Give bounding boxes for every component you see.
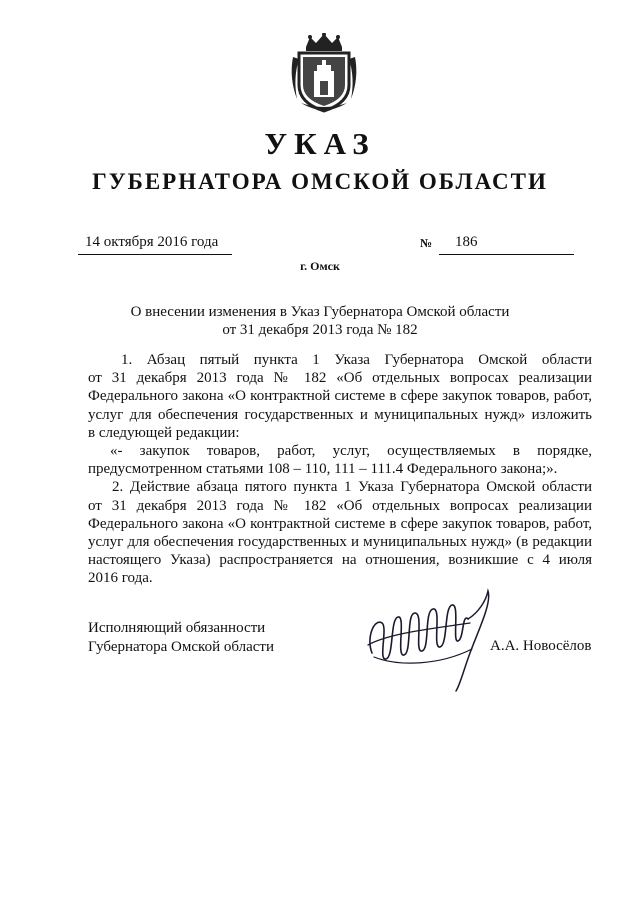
signer-name: А.А. Новосёлов <box>490 638 592 654</box>
signer-position <box>88 619 274 656</box>
text-line: от 31 декабря 2013 года № 182 «Об отдельных вопросах реализации <box>88 370 592 387</box>
text-line: от 31 декабря 2013 года № 182 «Об отдельных вопросах реализации <box>88 497 592 514</box>
position-line: Губернатора Омской области <box>88 638 274 655</box>
text-line: настоящего Указа) распространяется на отношения, возникшие с 4 июля <box>88 552 592 569</box>
text-line: Федерального закона «О контрактной системе в сфере закупок товаров, работ, <box>88 388 592 405</box>
coat-of-arms-emblem <box>289 33 359 113</box>
decree-date-field <box>78 234 232 255</box>
text-line: 2016 года. <box>88 570 153 587</box>
decree-title: УКАЗ <box>264 126 376 161</box>
decree-number-field <box>439 234 574 255</box>
decree-date: 14 октября 2016 года <box>85 234 219 250</box>
decree-number: 186 <box>455 234 478 250</box>
paragraph-3 <box>88 478 592 587</box>
text-line: 1. Абзац пятый пункта 1 Указа Губернатора Омской области <box>121 352 592 368</box>
text-line: предусмотренном статьями 108 – 110, 111 – 111.4 Федерального закона;». <box>88 461 558 478</box>
paragraph-1 <box>88 351 592 442</box>
decree-body <box>88 351 592 588</box>
text-line: «- закупок товаров, работ, услуг, осуществляемых в порядке, <box>110 443 592 460</box>
subject-line: от 31 декабря 2013 года № 182 <box>222 322 418 338</box>
text-line: услуг для обеспечения государственных и муниципальных нужд» изложить <box>88 406 592 423</box>
text-line: 2. Действие абзаца пятого пункта 1 Указа Губернатора Омской области <box>112 479 592 496</box>
text-line: в следующей редакции: <box>88 424 240 441</box>
number-sign: № <box>420 236 433 250</box>
paragraph-2 <box>88 442 592 478</box>
decree-issuer: ГУБЕРНАТОРА ОМСКОЙ ОБЛАСТИ <box>92 169 548 194</box>
subject-line: О внесении изменения в Указ Губернатора Омской области <box>130 304 510 320</box>
issue-city: г. Омск <box>300 259 340 273</box>
decree-subject <box>90 303 550 339</box>
text-line: услуг для обеспечения государственных и муниципальных нужд» (в редакции <box>88 534 592 551</box>
text-line: Федерального закона «О контрактной системе в сфере закупок товаров, работ, <box>88 515 592 532</box>
position-line: Исполняющий обязанности <box>88 620 266 636</box>
